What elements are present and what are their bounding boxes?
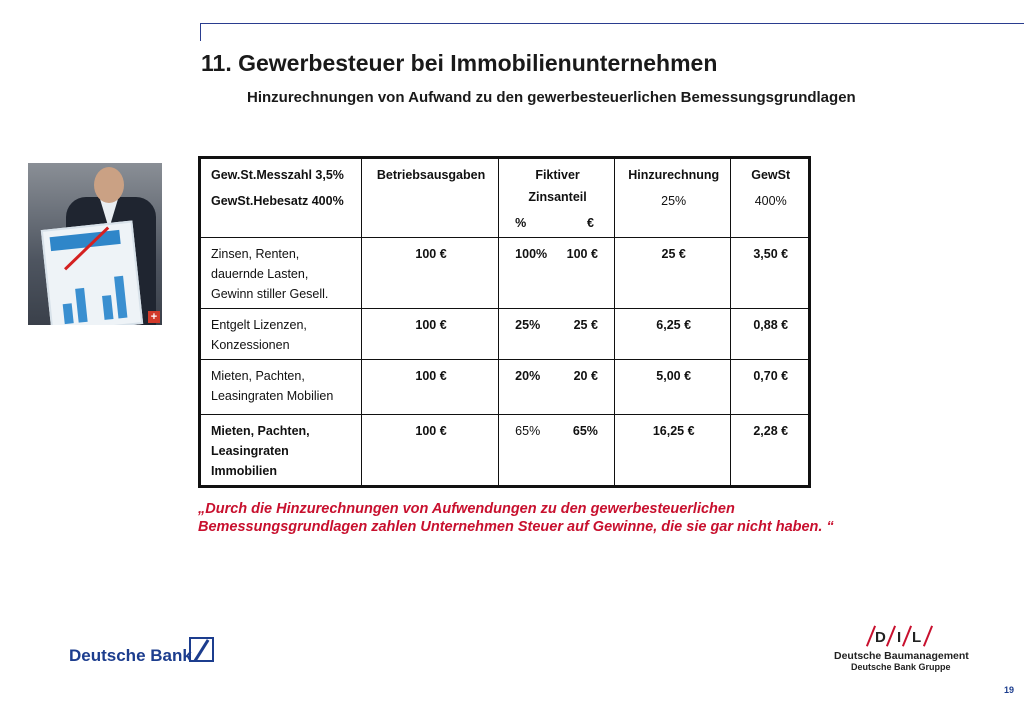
cell-percent: 100%: [515, 247, 548, 261]
deutsche-bank-wordmark: Deutsche Bank: [69, 646, 192, 665]
header-hinzurechnung: Hinzurechnung: [628, 168, 720, 182]
header-euro-unit: €: [586, 216, 594, 230]
cell-hinzurechnung: 5,00 €: [614, 360, 731, 415]
header-hebesatz: GewSt.Hebesatz 400%: [211, 194, 344, 208]
row-label: [200, 360, 362, 415]
quote-line: „Durch die Hinzurechnungen von Aufwendungen zu den gewerbesteuerlichen: [198, 501, 735, 517]
header-betriebsausgaben: Betriebsausgaben: [376, 168, 486, 182]
header-hinzurechnung-rate: 25%: [661, 194, 687, 208]
header-rule-tick: [200, 23, 201, 41]
cell-betriebsausgaben: 100 €: [361, 360, 498, 415]
cell-betriebsausgaben: 100 €: [361, 238, 498, 309]
header-zinsanteil: Zinsanteil: [528, 190, 587, 204]
cell-betriebsausgaben: 100 €: [361, 415, 498, 487]
cell-zinsanteil: [499, 415, 615, 487]
row-label-line: Konzessionen: [211, 338, 290, 352]
dil-logo-icon: [866, 625, 932, 647]
dil-company-name: Deutsche Baumanagement: [834, 650, 969, 662]
dil-group-name: Deutsche Bank Gruppe: [851, 662, 951, 672]
page-number: 19: [1004, 685, 1015, 695]
slide-title: 11. Gewerbesteuer bei Immobilienunternehmen: [201, 50, 718, 76]
cell-percent: 25%: [515, 318, 541, 332]
cell-hinzurechnung: 16,25 €: [614, 415, 731, 487]
cell-gewst: 2,28 €: [731, 415, 810, 487]
row-label: [200, 309, 362, 360]
slide-subtitle: Hinzurechnungen von Aufwand zu den gewerbesteuerlichen Bemessungsgrundlagen: [247, 89, 856, 106]
header-cell-rates: [200, 158, 362, 238]
row-label-line: Zinsen, Renten,: [211, 247, 300, 261]
cell-amount: 65%: [572, 424, 598, 438]
quote-text: [198, 500, 898, 536]
header-gewst: GewSt: [751, 168, 791, 182]
cell-percent: 20%: [515, 369, 541, 383]
header-cell-gewst: [731, 158, 810, 238]
cell-gewst: 3,50 €: [731, 238, 810, 309]
cell-zinsanteil: [499, 238, 615, 309]
cell-percent: 65%: [515, 424, 541, 438]
row-label-line: Leasingraten: [211, 444, 289, 458]
row-label-line: Entgelt Lizenzen,: [211, 318, 307, 332]
header-cell-hinzurechnung: [614, 158, 731, 238]
row-label-line: Gewinn stiller Gesell.: [211, 287, 329, 301]
table-row: [200, 415, 810, 487]
cell-amount: 100 €: [566, 247, 598, 261]
header-messzahl: Gew.St.Messzahl 3,5%: [211, 168, 344, 182]
cell-amount: 20 €: [573, 369, 598, 383]
expand-icon[interactable]: +: [148, 311, 160, 323]
header-cell-betriebsausgaben: [361, 158, 498, 238]
row-label-line: Leasingraten Mobilien: [211, 389, 334, 403]
cell-amount: 25 €: [573, 318, 598, 332]
dil-letter-l: L: [912, 629, 922, 646]
dil-letter-d: D: [875, 629, 886, 646]
cell-zinsanteil: [499, 360, 615, 415]
dil-letter-i: I: [897, 629, 902, 646]
cell-hinzurechnung: 25 €: [614, 238, 731, 309]
tax-table: [198, 156, 811, 488]
row-label-line: Immobilien: [211, 464, 277, 478]
quote-line: Bemessungsgrundlagen zahlen Unternehmen Steuer auf Gewinne, die sie gar nicht haben. “: [198, 519, 834, 535]
speaker-photo: [28, 163, 162, 325]
cell-hinzurechnung: 6,25 €: [614, 309, 731, 360]
table-row: [200, 309, 810, 360]
row-label: [200, 415, 362, 487]
header-percent-unit: %: [515, 216, 527, 230]
table-row: [200, 360, 810, 415]
row-label: [200, 238, 362, 309]
cell-gewst: 0,70 €: [731, 360, 810, 415]
header-cell-zinsanteil: [499, 158, 615, 238]
presentation-board: [41, 220, 143, 325]
header-fiktiver: Fiktiver: [535, 168, 580, 182]
deutsche-bank-logo-icon: [189, 637, 214, 662]
table-row: [200, 238, 810, 309]
table-header-row: [200, 158, 810, 238]
cell-betriebsausgaben: 100 €: [361, 309, 498, 360]
header-gewst-rate: 400%: [754, 194, 787, 208]
row-label-line: dauernde Lasten,: [211, 267, 309, 281]
header-rule: [200, 23, 1024, 24]
cell-gewst: 0,88 €: [731, 309, 810, 360]
row-label-line: Mieten, Pachten,: [211, 424, 310, 438]
row-label-line: Mieten, Pachten,: [211, 369, 305, 383]
cell-zinsanteil: [499, 309, 615, 360]
